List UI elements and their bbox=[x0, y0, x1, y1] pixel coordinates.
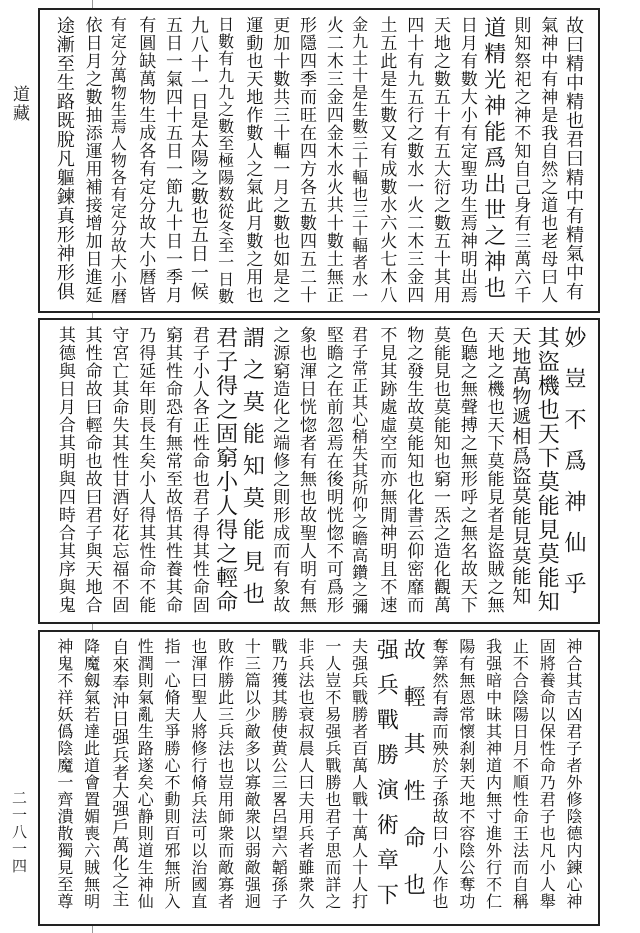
text-column: 火二木三金四金木水火共十數土無正 bbox=[322, 16, 343, 304]
text-column: 君子常正其心稍失其所仰之瞻高鑽之彌 bbox=[349, 326, 369, 615]
text-column: 乃得延年則長生矣小人得其性命不能 bbox=[135, 326, 156, 614]
text-panel-middle bbox=[38, 318, 600, 624]
text-column: 神合其吉凶君子者外修陰德内鍊心神 bbox=[564, 638, 583, 910]
text-column: 一人豈不易强兵戰勝也君子思而詳之 bbox=[322, 638, 342, 910]
text-column: 降魔劔氣若達此道會置媚喪六賊無明 bbox=[81, 638, 101, 910]
text-column: 依日月之數抽添運用補接增加日進延 bbox=[81, 16, 102, 304]
text-column: 則知祭祀之神不知自己身有三萬六千 bbox=[510, 16, 531, 304]
text-column: 更加十數共三十輻一月之數也如是之 bbox=[269, 16, 290, 304]
text-column: 窮其性命恐有無常至故悟其性養其命 bbox=[162, 326, 182, 614]
text-column: 日數有九九之數至極陽数從冬至一日數 bbox=[215, 16, 235, 305]
text-panel-top bbox=[38, 8, 600, 313]
text-column: 止不合陰陽日月不順性命王法而自稱 bbox=[510, 638, 530, 910]
text-column: 故輕其性命也 bbox=[400, 638, 426, 920]
text-column: 君子得之固窮小人得之輕命 bbox=[212, 326, 238, 614]
text-column: 陽有無恩常懷刹剝天地不容陰公奪功 bbox=[456, 638, 476, 910]
text-panel-bottom bbox=[38, 630, 600, 926]
text-column: 奪筭然有壽而殃於子孫故曰小人作也 bbox=[430, 638, 449, 910]
text-column: 天地之數五十有五大衍之數五十其用 bbox=[430, 16, 450, 304]
page-number: 二一八一四 bbox=[10, 790, 28, 875]
text-column: 物之發生故莫能知也化書云仰密靡而 bbox=[403, 326, 424, 614]
text-column: 氣神中有神是我自然之道也老母曰人 bbox=[537, 16, 558, 304]
text-column: 之源窮造化之端修之則形成而有象故 bbox=[269, 326, 290, 614]
text-column: 性潤則氣亂生路遂矣心静則道生神仙 bbox=[135, 638, 155, 910]
text-column: 自來奉沖日强兵者大强戶萬化之主 bbox=[108, 638, 129, 908]
text-column: 神鬼不祥妖僞陰魔一齊潰散獨見至尊 bbox=[54, 638, 74, 910]
text-column: 四十有九五行之數水一火二木三金四 bbox=[403, 16, 424, 304]
text-column: 金九土十是生數三十輻也三十輻者水一 bbox=[349, 16, 369, 305]
text-column: 我强暗中昧其神道内無寸進外行不仁 bbox=[483, 638, 503, 910]
text-column: 象也渾日恍惚者有無也故聖人明有無 bbox=[296, 326, 316, 614]
text-column: 固將養命以保性命乃君子也凡小人舉 bbox=[537, 638, 557, 910]
text-column: 道精光神能爲出世之神也 bbox=[480, 16, 506, 302]
text-column: 夫强兵戰勝者百萬人戰十萬人十人打 bbox=[349, 638, 369, 910]
text-column: 也渾曰聖人將修行脩兵法可以治國直 bbox=[188, 638, 208, 910]
text-column: 敗作勝此三兵法也豈用師衆而敵寡者 bbox=[215, 638, 235, 910]
text-column: 其盜機也天下莫能見莫能知 bbox=[534, 326, 560, 614]
text-column: 天地之機也天下莫能見者是盜賊之無 bbox=[483, 326, 504, 614]
text-column: 色聽之無聲搏之無形呼之無名故天下 bbox=[456, 326, 477, 614]
text-column: 非兵法也衰叔晨人曰夫用兵者雖衆久 bbox=[296, 638, 315, 910]
text-column: 堅瞻之在前忽焉在後明恍惚不可爲形 bbox=[322, 326, 343, 614]
text-column: 守宮亡其命失其性甘酒好花忘福不固 bbox=[108, 326, 129, 614]
text-column: 妙豈不爲神仙乎 bbox=[561, 326, 586, 613]
text-column: 莫能見也莫能知也窮一炁之造化觀萬 bbox=[430, 326, 450, 614]
text-column: 天地萬物遞相爲盜莫能見莫能知 bbox=[509, 326, 532, 606]
text-column: 形隱四季而旺在四方各五數四五二十 bbox=[296, 16, 316, 304]
text-column: 運動也天地作數人之氣此月數之用也 bbox=[242, 16, 263, 304]
text-column: 有定分萬物生焉人物各有定分故大小曆 bbox=[108, 16, 128, 305]
text-column: 日月有數大小有定聖功生焉神明出焉 bbox=[456, 16, 477, 304]
text-column: 謂之莫能知莫能見也 bbox=[239, 326, 265, 614]
text-column: 途漸至生路既脫凡軀鍊真形神形俱 bbox=[53, 16, 75, 301]
text-column: 戰乃獲其勝使黄公三畧呂望六韜孫子 bbox=[269, 638, 289, 910]
text-column: 不見其跡處虛空而亦無閒神明且不速 bbox=[376, 326, 397, 614]
text-column: 指一心脩夫爭勝心不動則百邪無所入 bbox=[162, 638, 181, 910]
text-column: 故曰精中精也君曰精中有精氣中有 bbox=[563, 16, 584, 301]
text-column: 有圓缺萬物生成各有定分故大小曆皆 bbox=[135, 16, 156, 304]
text-column: 五日一氣四十五日一節九十日一季月 bbox=[162, 16, 182, 304]
text-column: 九八十一日是太陽之數也五日一候 bbox=[187, 16, 209, 301]
text-column: 强兵戰勝演術章下 bbox=[373, 638, 399, 918]
text-column: 其性命故曰輕命也故曰君子與天地合 bbox=[81, 326, 102, 614]
text-column: 君子小人各正性命也君子得其性命固 bbox=[188, 326, 209, 614]
text-column: 其德與日月合其明與四時合其序與鬼 bbox=[54, 326, 75, 614]
collection-label: 道藏 bbox=[9, 85, 29, 123]
text-column: 土五此是生數又有成數水六火七木八 bbox=[376, 16, 397, 304]
text-column: 十三篇以少敵多以寡敵衆以弱敵强迥 bbox=[242, 638, 262, 910]
